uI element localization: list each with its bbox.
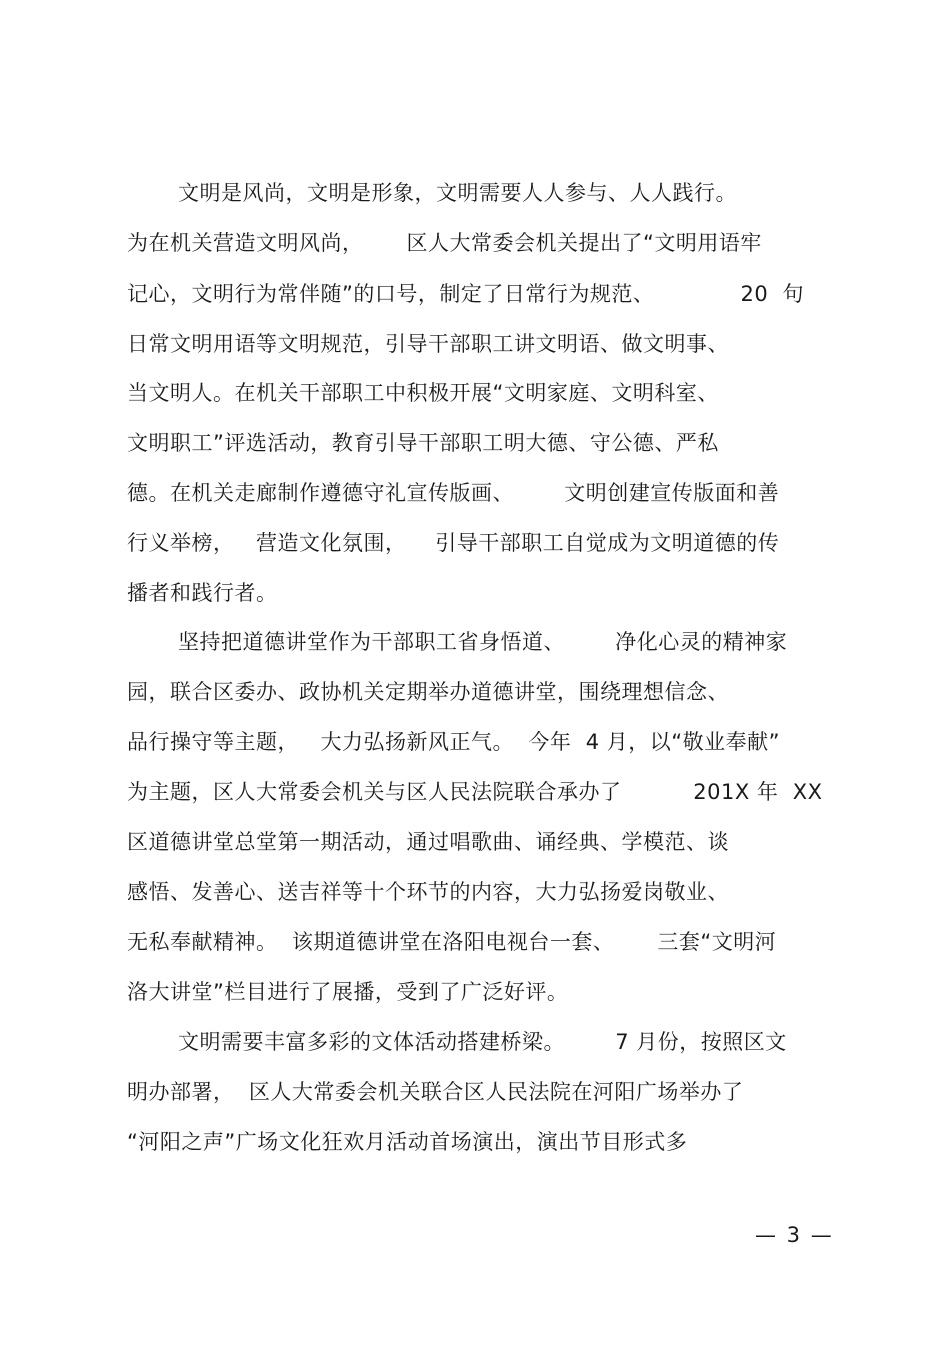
paragraph-2-line-6: 感悟、发善心、送吉祥等十个环节的内容，大力弘扬爱岗敬业、 <box>127 880 729 904</box>
paragraph-3-line-1: 文明需要丰富多彩的文体活动搭建桥梁。 7 月份，按照区文 <box>178 1030 787 1054</box>
paragraph-1-line-9: 播者和践行者。 <box>127 581 278 605</box>
paragraph-1-line-1: 文明是风尚，文明是形象，文明需要人人参与、人人践行。 <box>178 181 737 205</box>
paragraph-2-line-1: 坚持把道德讲堂作为干部职工省身悟道、 净化心灵的精神家 <box>178 630 788 654</box>
paragraph-1-line-6: 文明职工”评选活动，教育引导干部职工明大德、守公德、严私 <box>127 431 719 455</box>
paragraph-1-line-8: 行义举榜， 营造文化氛围， 引导干部职工自觉成为文明道德的传 <box>127 531 780 555</box>
paragraph-1-line-2: 为在机关营造文明风尚， 区人大常委会机关提出了“文明用语牢 <box>127 231 762 255</box>
paragraph-2-line-5: 区道德讲堂总堂第一期活动，通过唱歌曲、诵经典、学模范、谈 <box>127 830 729 854</box>
paragraph-2-line-4: 为主题，区人大常委会机关与区人民法院联合承办了 201X 年 XX <box>127 780 823 804</box>
paragraph-1-line-5: 当文明人。在机关干部职工中积极开展“文明家庭、文明科室、 <box>127 381 719 405</box>
paragraph-3-line-3: “河阳之声”广场文化狂欢月活动首场演出，演出节目形式多 <box>127 1130 688 1154</box>
paragraph-2-line-3: 品行操守等主题， 大力弘扬新风正气。 今年 4 月，以“敬业奉献” <box>127 730 781 754</box>
paragraph-1-line-7: 德。在机关走廊制作遵德守礼宣传版画、 文明创建宣传版面和善 <box>127 481 780 505</box>
paragraph-2-line-7: 无私奉献精神。 该期道德讲堂在洛阳电视台一套、 三套“文明河 <box>127 930 777 954</box>
paragraph-3-line-2: 明办部署， 区人大常委会机关联合区人民法院在河阳广场举办了 <box>127 1080 744 1104</box>
paragraph-1-line-3: 记心，文明行为常伴随”的口号，制定了日常行为规范、 20 句 <box>127 282 805 306</box>
paragraph-2-line-8: 洛大讲堂”栏目进行了展播，受到了广泛好评。 <box>127 980 569 1004</box>
paragraph-2-line-2: 园，联合区委办、政协机关定期举办道德讲堂，围绕理想信念、 <box>127 680 729 704</box>
paragraph-1-line-4: 日常文明用语等文明规范，引导干部职工讲文明语、做文明事、 <box>127 332 729 356</box>
page-number: — 3 — <box>755 1223 834 1247</box>
